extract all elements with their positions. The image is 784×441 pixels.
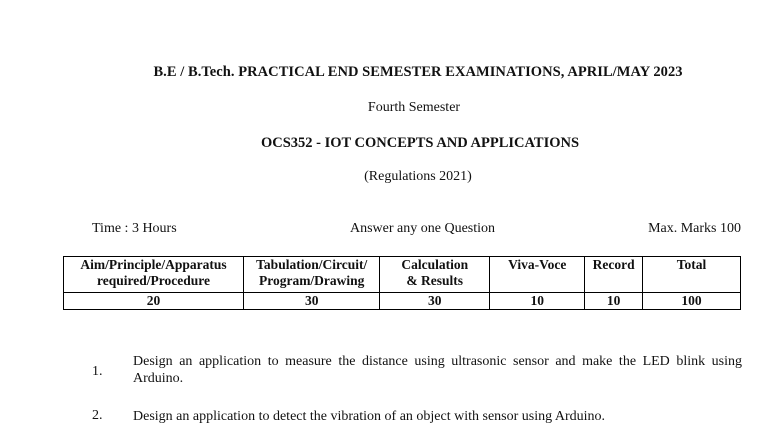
table-header-cell: Tabulation/Circuit/ Program/Drawing <box>244 257 380 293</box>
semester-label: Fourth Semester <box>367 100 461 115</box>
table-header-cell: Record <box>585 257 643 293</box>
table-header-cell: Calculation & Results <box>380 257 490 293</box>
exam-title: B.E / B.Tech. PRACTICAL END SEMESTER EXAMINATIONS, APRIL/MAY 2023 <box>153 64 683 80</box>
table-cell: 100 <box>642 293 740 310</box>
table-cell: 30 <box>244 293 380 310</box>
table-header-row <box>64 257 741 293</box>
regulations-label: (Regulations 2021) <box>364 169 472 184</box>
table-cell: 10 <box>585 293 643 310</box>
table-cell: 30 <box>380 293 490 310</box>
question-text: Design an application to measure the distance using ultrasonic sensor and make the LED blink using Arduino. <box>133 354 742 386</box>
marks-distribution-table <box>63 256 741 310</box>
table-header-cell: Total <box>642 257 740 293</box>
exam-instruction: Answer any one Question <box>350 221 496 236</box>
course-title: OCS352 - IOT CONCEPTS AND APPLICATIONS <box>260 135 580 151</box>
question-text: Design an application to detect the vibration of an object with sensor using Arduino. <box>133 409 606 424</box>
table-cell: 20 <box>64 293 244 310</box>
table-row <box>64 293 741 310</box>
table-cell: 10 <box>490 293 585 310</box>
table-header-cell: Aim/Principle/Apparatus required/Procedure <box>64 257 244 293</box>
table-header-cell: Viva-Voce <box>490 257 585 293</box>
question-number: 1. <box>92 364 103 379</box>
exam-duration: Time : 3 Hours <box>92 221 177 236</box>
question-number: 2. <box>92 408 103 423</box>
max-marks: Max. Marks 100 <box>648 221 741 236</box>
